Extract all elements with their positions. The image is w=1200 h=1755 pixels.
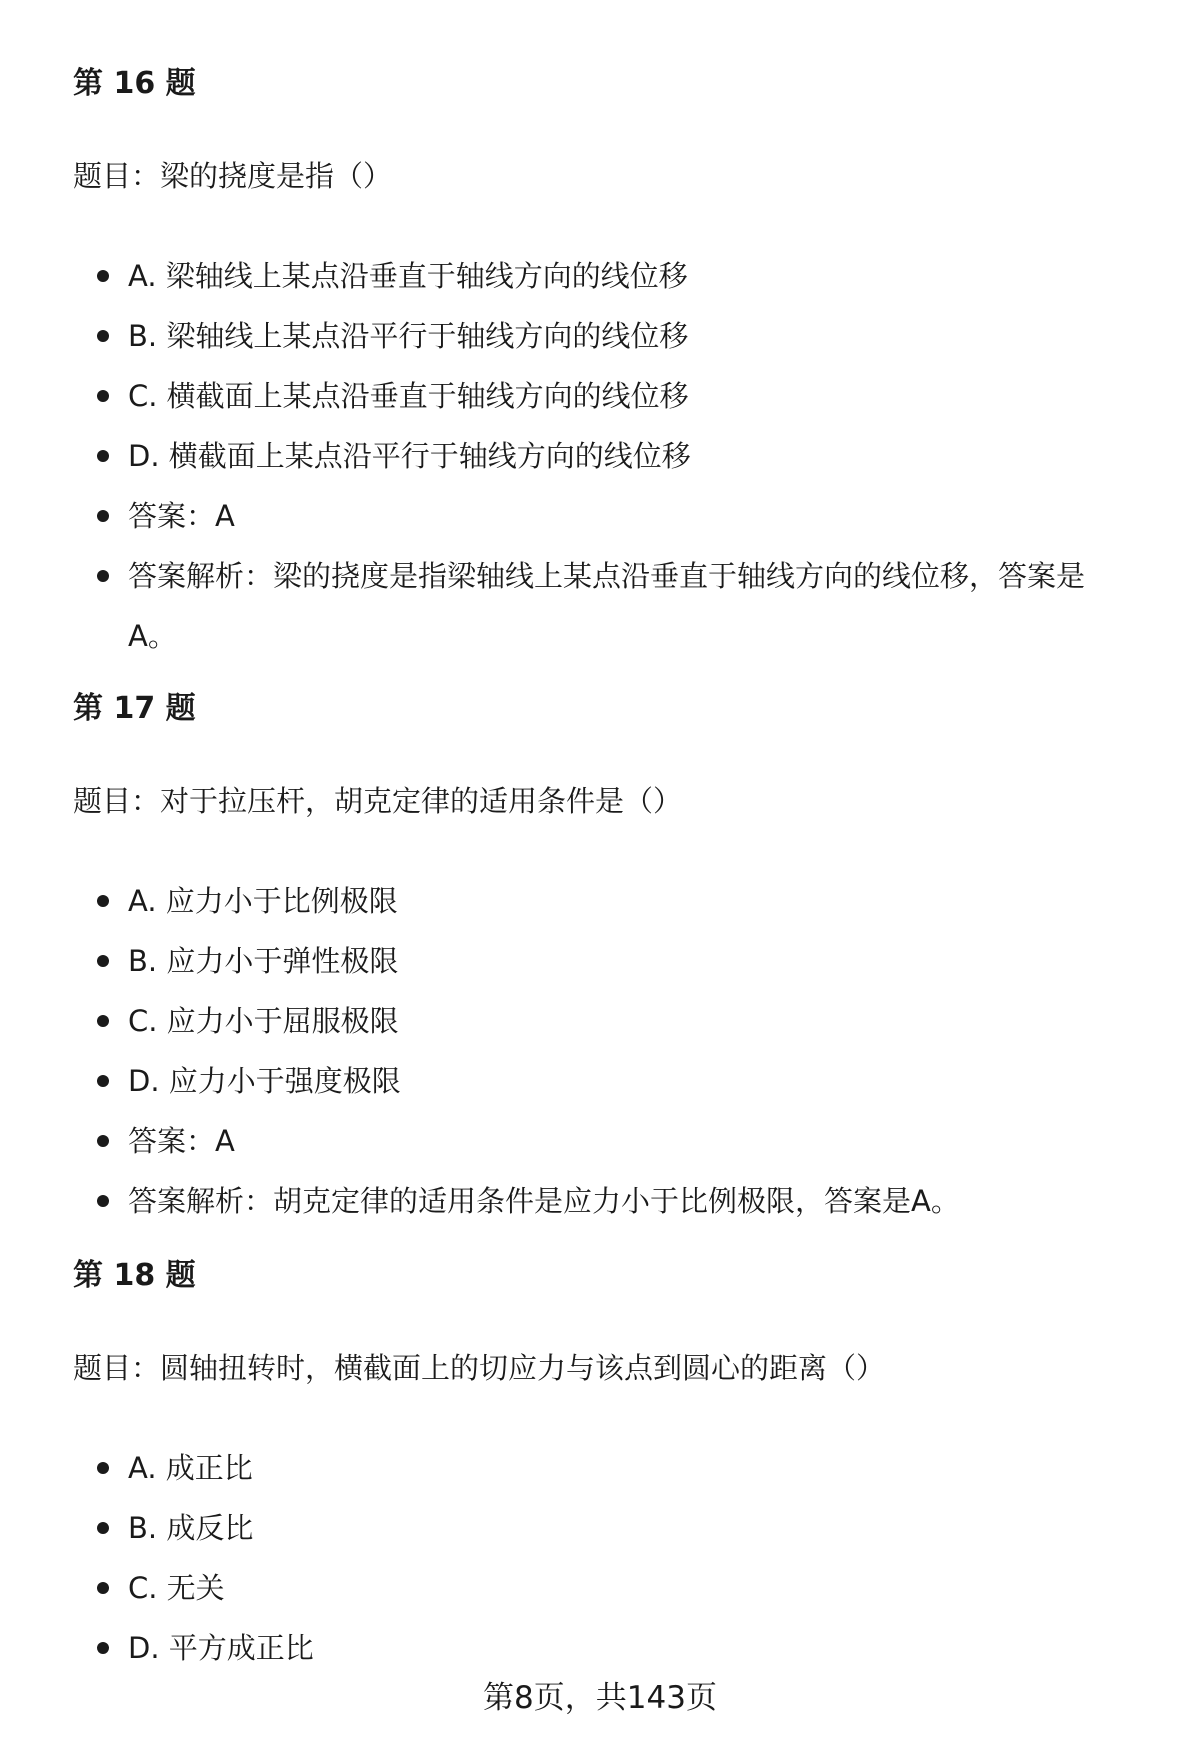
question-heading: 第 16 题 bbox=[73, 66, 196, 101]
option-c: C. 应力小于屈服极限 bbox=[73, 991, 1133, 1051]
bullet-icon bbox=[97, 1075, 109, 1087]
answer: 答案：A bbox=[73, 1111, 1133, 1171]
bullet-icon bbox=[97, 510, 109, 522]
answer-explanation: 答案解析：胡克定律的适用条件是应力小于比例极限，答案是A。 bbox=[73, 1171, 1133, 1231]
option-b: B. 梁轴线上某点沿平行于轴线方向的线位移 bbox=[73, 306, 1133, 366]
question-16 bbox=[73, 64, 1133, 653]
option-c: C. 横截面上某点沿垂直于轴线方向的线位移 bbox=[73, 366, 1133, 426]
question-stem: 题目：对于拉压杆，胡克定律的适用条件是（） bbox=[73, 784, 683, 818]
option-d: D. 平方成正比 bbox=[73, 1618, 1133, 1678]
bullet-icon bbox=[97, 450, 109, 462]
bullet-icon bbox=[97, 270, 109, 282]
bullet-icon bbox=[97, 570, 109, 582]
answer: 答案：A bbox=[73, 486, 1133, 546]
option-c: C. 无关 bbox=[73, 1558, 1133, 1618]
bullet-icon bbox=[97, 1135, 109, 1147]
option-list bbox=[73, 246, 1133, 666]
question-17 bbox=[73, 689, 1133, 1218]
question-heading: 第 17 题 bbox=[73, 691, 196, 726]
option-d: D. 横截面上某点沿平行于轴线方向的线位移 bbox=[73, 426, 1133, 486]
option-a: A. 梁轴线上某点沿垂直于轴线方向的线位移 bbox=[73, 246, 1133, 306]
bullet-icon bbox=[97, 955, 109, 967]
bullet-icon bbox=[97, 1522, 109, 1534]
bullet-icon bbox=[97, 1015, 109, 1027]
option-list bbox=[73, 1438, 1133, 1678]
bullet-icon bbox=[97, 1642, 109, 1654]
question-stem: 题目：圆轴扭转时，横截面上的切应力与该点到圆心的距离（） bbox=[73, 1351, 886, 1385]
bullet-icon bbox=[97, 390, 109, 402]
bullet-icon bbox=[97, 1462, 109, 1474]
bullet-icon bbox=[97, 330, 109, 342]
option-b: B. 成反比 bbox=[73, 1498, 1133, 1558]
option-b: B. 应力小于弹性极限 bbox=[73, 931, 1133, 991]
option-a: A. 成正比 bbox=[73, 1438, 1133, 1498]
question-heading: 第 18 题 bbox=[73, 1258, 196, 1293]
page-number-footer: 第8页，共143页 bbox=[483, 1680, 717, 1716]
answer-explanation: 答案解析：梁的挠度是指梁轴线上某点沿垂直于轴线方向的线位移，答案是A。 bbox=[73, 546, 1133, 666]
option-list bbox=[73, 871, 1133, 1231]
option-a: A. 应力小于比例极限 bbox=[73, 871, 1133, 931]
bullet-icon bbox=[97, 1195, 109, 1207]
bullet-icon bbox=[97, 1582, 109, 1594]
question-stem: 题目：梁的挠度是指（） bbox=[73, 159, 393, 193]
question-18 bbox=[73, 1256, 1133, 1665]
option-d: D. 应力小于强度极限 bbox=[73, 1051, 1133, 1111]
bullet-icon bbox=[97, 895, 109, 907]
